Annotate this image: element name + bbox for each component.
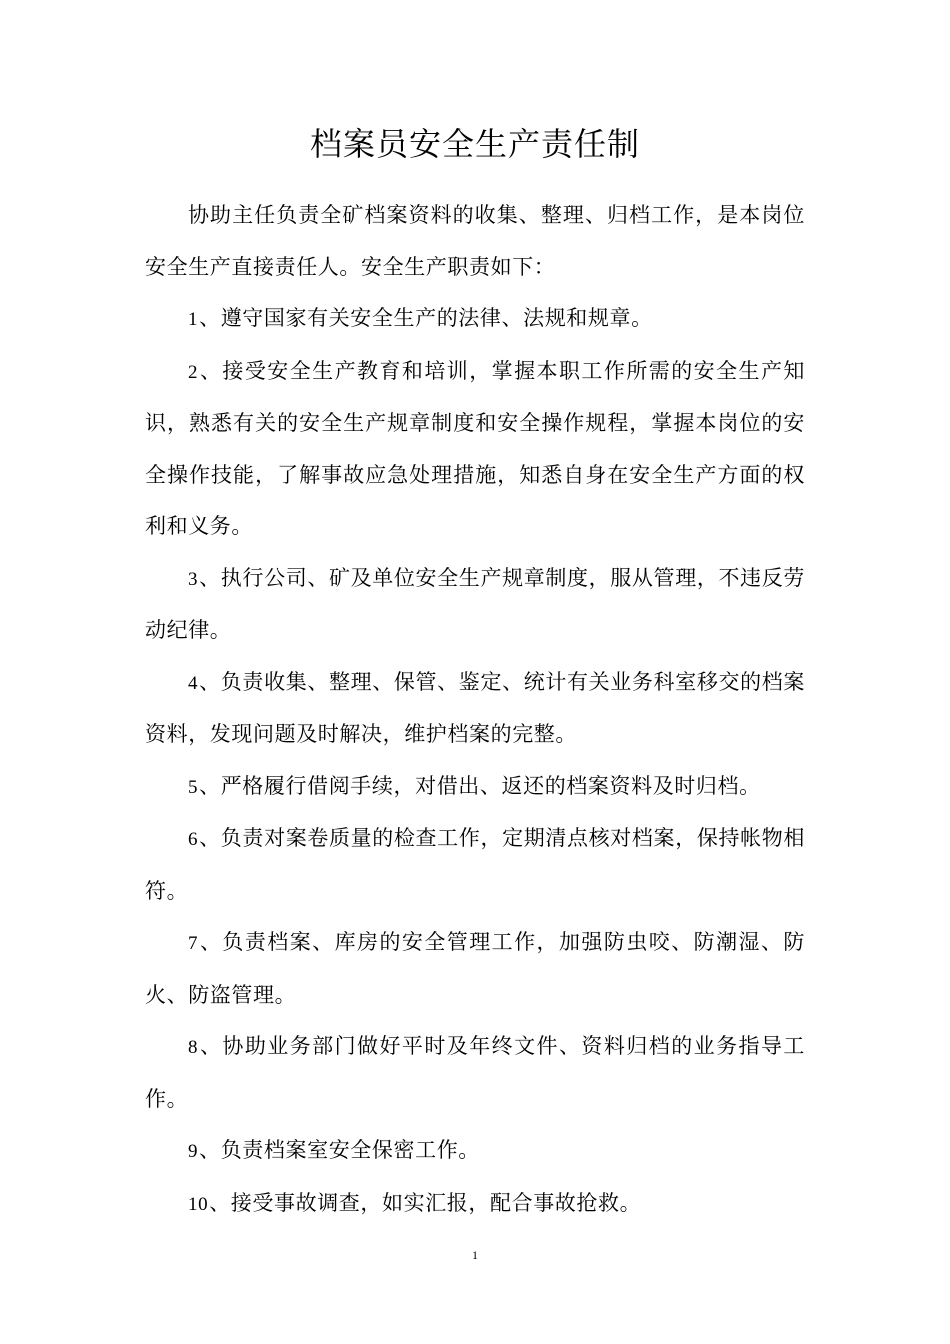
document-body	[145, 190, 805, 1230]
item-number: 5	[188, 776, 199, 798]
intro-paragraph: 协助主任负责全矿档案资料的收集、整理、归档工作，是本岗位安全生产直接责任人。安全生产职责如下：	[145, 203, 805, 279]
page-number: 1	[472, 1248, 478, 1262]
item-number: 9	[188, 1141, 199, 1162]
duty-item-4	[145, 657, 805, 761]
duty-item-9	[145, 1125, 805, 1178]
item-number: 10	[188, 1193, 209, 1215]
item-text: 、遵守国家有关安全生产的法律、法规和规章。	[199, 306, 653, 330]
item-number: 3	[188, 568, 199, 590]
duty-item-10	[145, 1178, 805, 1231]
duty-item-2	[145, 346, 805, 553]
item-text: 、负责档案室安全保密工作。	[199, 1138, 480, 1162]
item-text: 、执行公司、矿及单位安全生产规章制度，服从管理，不违反劳动纪律。	[145, 565, 805, 642]
duty-item-5	[145, 761, 805, 814]
duty-item-1	[145, 293, 805, 346]
item-text: 、严格履行借阅手续，对借出、返还的档案资料及时归档。	[199, 773, 761, 798]
item-text: 、接受事故调查，如实汇报，配合事故抢救。	[209, 1190, 642, 1215]
item-number: 1	[188, 309, 199, 330]
item-text: 、接受安全生产教育和培训，掌握本职工作所需的安全生产知识，熟悉有关的安全生产规章制度和安全操作规程，掌握本岗位的安全操作技能，了解事故应急处理措施，知悉自身在安全生产方面的权利和义务。	[145, 358, 805, 538]
item-text: 、协助业务部门做好平时及年终文件、资料归档的业务指导工作。	[145, 1034, 805, 1111]
item-number: 2	[188, 361, 199, 383]
duty-item-3	[145, 553, 805, 657]
item-text: 、负责对案卷质量的检查工作，定期清点核对档案，保持帐物相符。	[145, 826, 805, 903]
duty-item-6	[145, 813, 805, 917]
item-number: 6	[188, 829, 199, 850]
item-text: 、负责档案、库房的安全管理工作，加强防虫咬、防潮湿、防火、防盗管理。	[145, 930, 805, 1007]
item-number: 4	[188, 672, 199, 694]
document-title: 档案员安全生产责任制	[309, 125, 640, 163]
item-number: 7	[188, 933, 199, 954]
item-text: 、负责收集、整理、保管、鉴定、统计有关业务科室移交的档案资料，发现问题及时解决，维护档案的完整。	[145, 669, 805, 746]
duty-item-8	[145, 1021, 805, 1125]
item-number: 8	[188, 1037, 199, 1058]
duty-item-7	[145, 917, 805, 1021]
